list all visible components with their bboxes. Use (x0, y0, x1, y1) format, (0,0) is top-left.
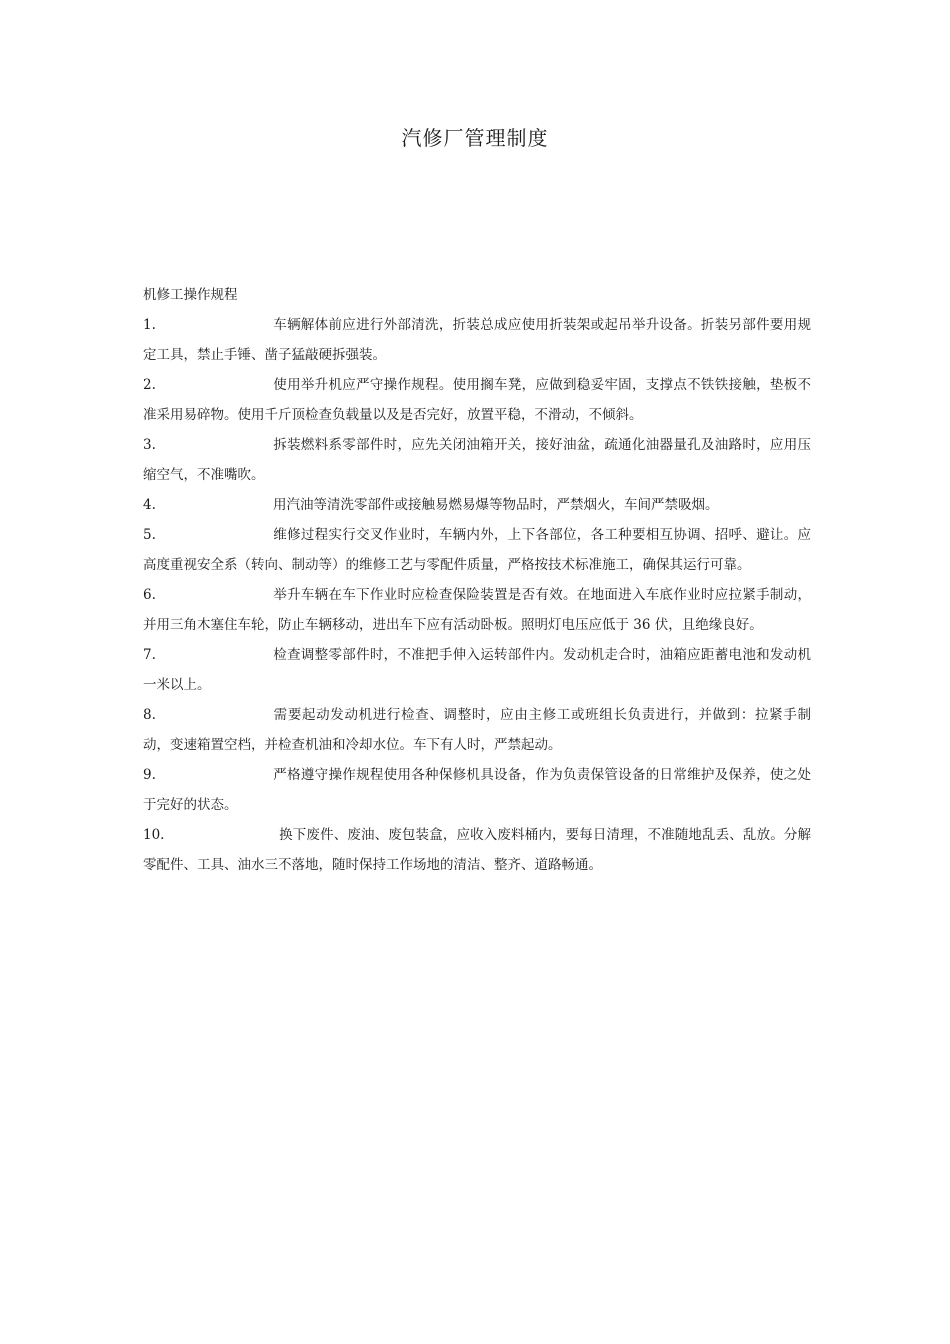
item-text: 检查调整零部件时，不准把手伸入运转部件内。发动机走合时，油箱应距蓄电池和发动机一米以上。 (143, 647, 811, 693)
item-number: 9. (143, 767, 156, 783)
list-item (143, 520, 811, 580)
list-item (143, 820, 811, 880)
item-number: 4. (143, 497, 156, 513)
list-item (143, 490, 811, 520)
list-item (143, 310, 811, 370)
item-number: 2. (143, 377, 156, 393)
item-number: 5. (143, 527, 156, 543)
list-item (143, 760, 811, 820)
item-text: 使用举升机应严守操作规程。使用搁车凳，应做到稳妥牢固，支撑点不铁铁接触，垫板不准采用易碎物。使用千斤顶检查负载量以及是否完好，放置平稳，不滑动，不倾斜。 (143, 377, 811, 423)
item-text: 维修过程实行交叉作业时，车辆内外，上下各部位，各工种要相互协调、招呼、避让。应高度重视安全系（转向、制动等）的维修工艺与零配件质量，严格按技术标准施工，确保其运行可靠。 (143, 527, 811, 573)
document-body (143, 280, 811, 880)
item-number: 3. (143, 437, 156, 453)
item-number: 6. (143, 587, 156, 603)
item-text: 举升车辆在车下作业时应检查保险装置是否有效。在地面进入车底作业时应拉紧手制动，并用三角木塞住车轮，防止车辆移动，进出车下应有活动卧板。照明灯电压应低于 36 伏，且绝缘良好。 (143, 587, 811, 633)
item-text: 车辆解体前应进行外部清洗，折装总成应使用折装架或起吊举升设备。折装另部件要用规定工具，禁止手锤、凿子猛敲硬拆强装。 (143, 317, 811, 363)
item-number: 7. (143, 647, 156, 663)
list-item (143, 580, 811, 640)
item-text: 换下废件、废油、废包装盒，应收入废料桶内，要每日清理，不准随地乱丢、乱放。分解零配件、工具、油水三不落地，随时保持工作场地的清洁、整齐、道路畅通。 (143, 827, 811, 873)
item-text: 拆装燃料系零部件时，应先关闭油箱开关，接好油盆，疏通化油器量孔及油路时，应用压缩空气，不准嘴吹。 (143, 437, 811, 483)
item-number: 10. (143, 827, 165, 843)
list-item (143, 430, 811, 490)
item-text: 严格遵守操作规程使用各种保修机具设备，作为负责保管设备的日常维护及保养，使之处于完好的状态。 (143, 767, 811, 813)
document-title: 汽修厂管理制度 (401, 126, 549, 150)
item-text: 用汽油等清洗零部件或接触易燃易爆等物品时，严禁烟火，车间严禁吸烟。 (273, 497, 719, 513)
list-item (143, 640, 811, 700)
list-item (143, 700, 811, 760)
item-number: 8. (143, 707, 156, 723)
list-item (143, 370, 811, 430)
item-text: 需要起动发动机进行检查、调整时，应由主修工或班组长负责进行，并做到：拉紧手制动，变速箱置空档，并检查机油和冷却水位。车下有人时，严禁起动。 (143, 707, 811, 753)
item-number: 1. (143, 317, 156, 333)
section-heading: 机修工操作规程 (143, 287, 238, 303)
